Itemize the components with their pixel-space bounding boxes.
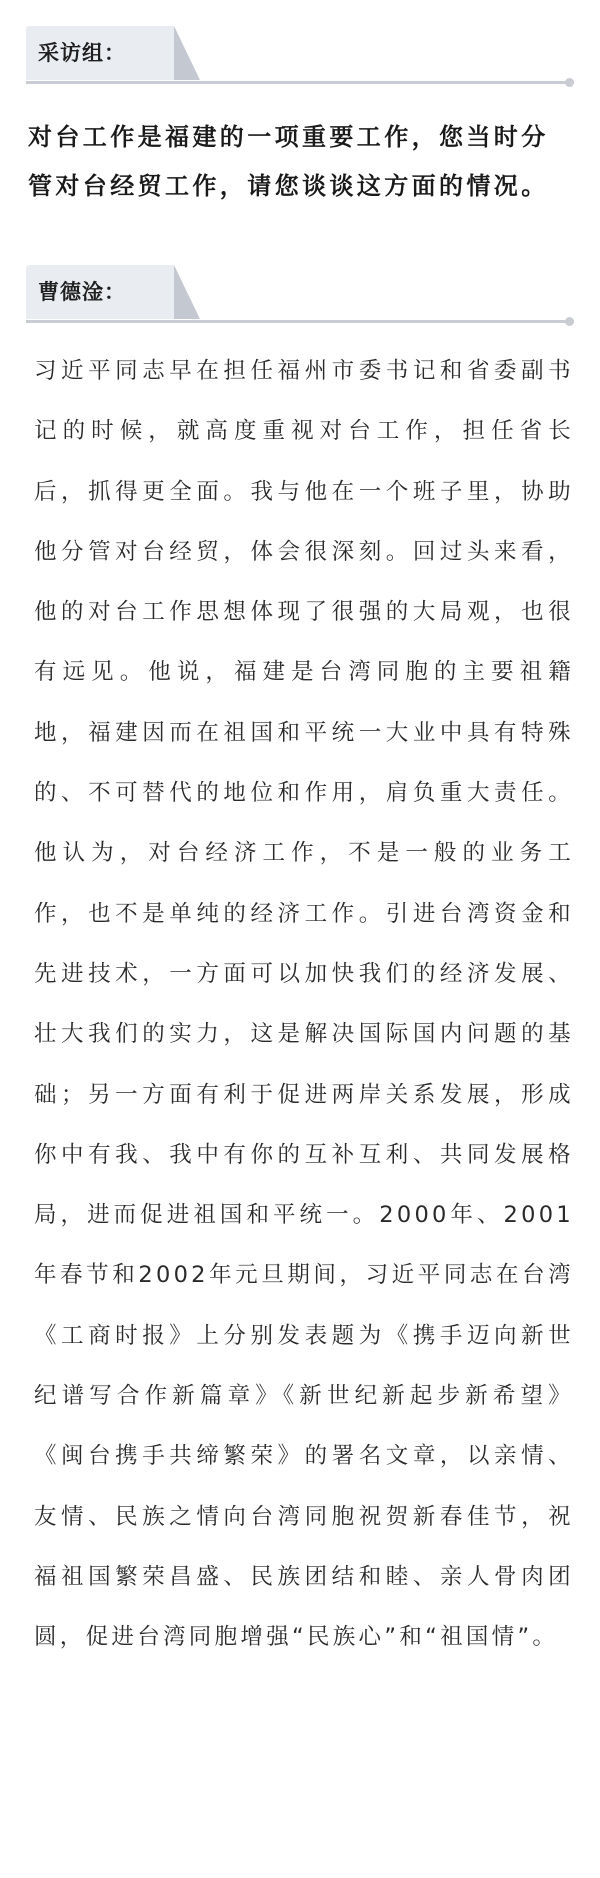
divider (26, 320, 574, 323)
speaker-header (26, 265, 574, 323)
divider-dot (565, 78, 574, 87)
answer-text: 习近平同志早在担任福州市委书记和省委副书记的时候，就高度重视对台工作，担任省长后，抓得更全面。我与他在一个班子里，协助他分管对台经贸，体会很深刻。回过头来看，他的对台工作思想体现了很强的大局观，也很有远见。他说，福建是台湾同胞的主要祖籍地，福建因而在祖国和平统一大业中具有特殊的、不可替代的地位和作用，肩负重大责任。他认为，对台经济工作，不是一般的业务工作，也不是单纯的经济工作。引进台湾资金和先进技术，一方面可以加快我们的经济发展、壮大我们的实力，这是解决国际国内问题的基础；另一方面有利于促进两岸关系发展，形成你中有我、我中有你的互补互利、共同发展格局，进而促进祖国和平统一。2000年、2001年春节和2002年元旦期间，习近平同志在台湾《工商时报》上分别发表题为《携手迈向新世纪谱写合作新篇章》《新世纪新起步新希望》《闽台携手共缔繁荣》的署名文章，以亲情、友情、民族之情向台湾同胞祝贺新春佳节，祝福祖国繁荣昌盛、民族团结和睦、亲人骨肉团圆，促进台湾同胞增强“民族心”和“祖国情”。 (34, 358, 574, 1651)
speaker-tab-fold (174, 265, 200, 319)
interview-block-answer (26, 265, 574, 1668)
interview-block-question (26, 26, 574, 211)
speaker-tab-fold (174, 26, 200, 80)
question-text: 对台工作是福建的一项重要工作，您当时分管对台经贸工作，请您谈谈这方面的情况。 (28, 123, 549, 200)
speaker-label: 曹德淦： (38, 280, 126, 304)
divider (26, 81, 574, 84)
speaker-header (26, 26, 574, 84)
divider-dot (565, 317, 574, 326)
speaker-label: 采访组： (38, 41, 126, 65)
